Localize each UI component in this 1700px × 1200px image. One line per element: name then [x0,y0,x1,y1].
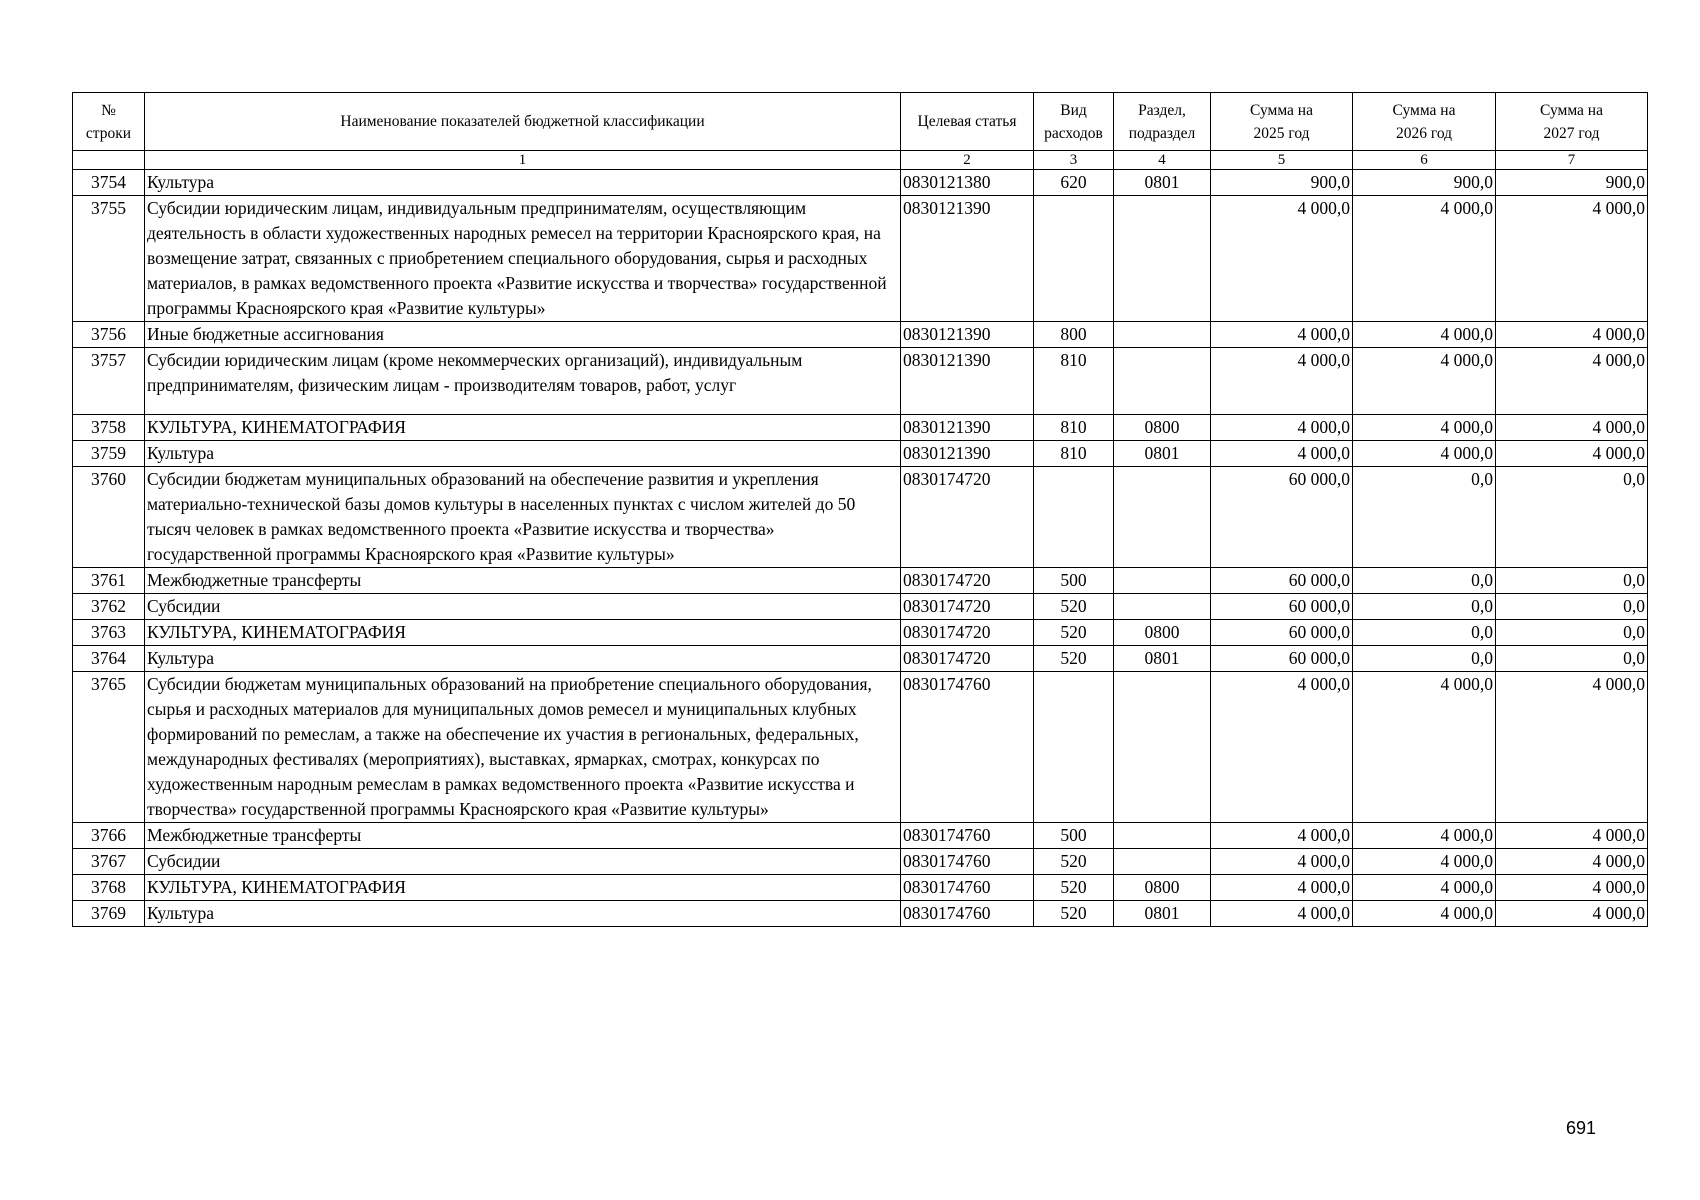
target-article: 0830121390 [901,348,1034,415]
indicator-name: Культура [145,441,901,467]
sum-2026: 4 000,0 [1353,348,1496,415]
sum-2026: 4 000,0 [1353,875,1496,901]
sum-2025: 4 000,0 [1211,441,1353,467]
sum-2027: 0,0 [1496,620,1648,646]
target-article: 0830174720 [901,620,1034,646]
column-number: 6 [1353,151,1496,170]
target-article: 0830174760 [901,901,1034,927]
header-sum-2026: Сумма на 2026 год [1353,93,1496,151]
sum-2027: 4 000,0 [1496,672,1648,823]
section-code: 0800 [1114,620,1211,646]
sum-2027: 4 000,0 [1496,415,1648,441]
indicator-name: Межбюджетные трансферты [145,568,901,594]
section-code [1114,467,1211,568]
expense-type: 810 [1034,441,1114,467]
table-row [73,646,1648,672]
sum-2027: 4 000,0 [1496,441,1648,467]
target-article: 0830174720 [901,594,1034,620]
indicator-name: Межбюджетные трансферты [145,823,901,849]
expense-type: 520 [1034,901,1114,927]
expense-type: 520 [1034,875,1114,901]
row-number: 3769 [73,901,145,927]
target-article: 0830174720 [901,467,1034,568]
table-body [73,170,1648,927]
table-row [73,467,1648,568]
sum-2026: 4 000,0 [1353,322,1496,348]
target-article: 0830121390 [901,441,1034,467]
table-row [73,568,1648,594]
sum-2025: 4 000,0 [1211,196,1353,322]
sum-2026: 4 000,0 [1353,901,1496,927]
header-section: Раздел, подраздел [1114,93,1211,151]
sum-2027: 4 000,0 [1496,849,1648,875]
indicator-name: Культура [145,646,901,672]
table-row [73,348,1648,415]
table-row [73,620,1648,646]
sum-2025: 4 000,0 [1211,415,1353,441]
sum-2025: 60 000,0 [1211,568,1353,594]
row-number: 3754 [73,170,145,196]
sum-2026: 4 000,0 [1353,196,1496,322]
row-number: 3760 [73,467,145,568]
indicator-name: Субсидии бюджетам муниципальных образований на обеспечение развития и укрепления материально-технической базы домов культуры в населенных пунктах с числом жителей до 50 тысяч человек в рамках ведомственного проекта «Развитие искусства и творчества» государственной программы Красноярского края «Развитие культуры» [145,467,901,568]
expense-type: 520 [1034,849,1114,875]
column-number: 1 [145,151,901,170]
row-number: 3764 [73,646,145,672]
target-article: 0830174760 [901,849,1034,875]
header-row-number: № строки [73,93,145,151]
target-article: 0830121390 [901,196,1034,322]
section-code [1114,823,1211,849]
indicator-name: КУЛЬТУРА, КИНЕМАТОГРАФИЯ [145,415,901,441]
sum-2025: 4 000,0 [1211,322,1353,348]
expense-type: 520 [1034,646,1114,672]
indicator-name: Субсидии юридическим лицам (кроме некоммерческих организаций), индивидуальным предпринимателям, физическим лицам - производителям товаров, работ, услуг [145,348,901,415]
section-code [1114,196,1211,322]
expense-type: 500 [1034,568,1114,594]
target-article: 0830121390 [901,415,1034,441]
sum-2025: 4 000,0 [1211,901,1353,927]
row-number: 3766 [73,823,145,849]
expense-type: 800 [1034,322,1114,348]
sum-2027: 4 000,0 [1496,322,1648,348]
target-article: 0830121380 [901,170,1034,196]
sum-2025: 4 000,0 [1211,875,1353,901]
sum-2027: 0,0 [1496,568,1648,594]
section-code [1114,594,1211,620]
row-number: 3761 [73,568,145,594]
sum-2025: 900,0 [1211,170,1353,196]
section-code: 0800 [1114,415,1211,441]
header-expense-type: Вид расходов [1034,93,1114,151]
table-row [73,875,1648,901]
section-code [1114,849,1211,875]
column-number: 5 [1211,151,1353,170]
row-number: 3757 [73,348,145,415]
sum-2025: 60 000,0 [1211,620,1353,646]
expense-type [1034,196,1114,322]
sum-2026: 0,0 [1353,467,1496,568]
sum-2025: 60 000,0 [1211,594,1353,620]
indicator-name: Субсидии [145,849,901,875]
indicator-name: КУЛЬТУРА, КИНЕМАТОГРАФИЯ [145,620,901,646]
table-row [73,672,1648,823]
target-article: 0830174720 [901,646,1034,672]
sum-2027: 0,0 [1496,594,1648,620]
table-row [73,823,1648,849]
sum-2025: 4 000,0 [1211,849,1353,875]
expense-type: 520 [1034,594,1114,620]
section-code [1114,348,1211,415]
section-code: 0801 [1114,170,1211,196]
target-article: 0830174760 [901,823,1034,849]
sum-2026: 4 000,0 [1353,672,1496,823]
sum-2026: 0,0 [1353,646,1496,672]
sum-2026: 0,0 [1353,620,1496,646]
expense-type: 520 [1034,620,1114,646]
header-indicator-name: Наименование показателей бюджетной классификации [145,93,901,151]
row-number: 3763 [73,620,145,646]
row-number: 3765 [73,672,145,823]
sum-2027: 4 000,0 [1496,901,1648,927]
sum-2025: 4 000,0 [1211,823,1353,849]
expense-type: 810 [1034,415,1114,441]
expense-type: 620 [1034,170,1114,196]
column-number-row [73,151,1648,170]
column-number [73,151,145,170]
row-number: 3758 [73,415,145,441]
indicator-name: КУЛЬТУРА, КИНЕМАТОГРАФИЯ [145,875,901,901]
row-number: 3762 [73,594,145,620]
indicator-name: Иные бюджетные ассигнования [145,322,901,348]
indicator-name: Субсидии бюджетам муниципальных образований на приобретение специального оборудования, сырья и расходных материалов для муниципальных домов ремесел и муниципальных клубных формирований по ремеслам, а также на обеспечение их участия в региональных, федеральных, международных фестивалях (мероприятиях), выставках, ярмарках, смотрах, конкурсах по художественным народным ремеслам в рамках ведомственного проекта «Развитие искусства и творчества» государственной программы Красноярского края «Развитие культуры» [145,672,901,823]
sum-2026: 0,0 [1353,568,1496,594]
header-sum-2025: Сумма на 2025 год [1211,93,1353,151]
indicator-name: Субсидии [145,594,901,620]
sum-2027: 4 000,0 [1496,196,1648,322]
row-number: 3759 [73,441,145,467]
target-article: 0830174760 [901,672,1034,823]
expense-type: 500 [1034,823,1114,849]
indicator-name: Субсидии юридическим лицам, индивидуальным предпринимателям, осуществляющим деятельность в области художественных народных ремесел на территории Красноярского края, на возмещение затрат, связанных с приобретением специального оборудования, сырья и расходных материалов, в рамках ведомственного проекта «Развитие искусства и творчества» государственной программы Красноярского края «Развитие культуры» [145,196,901,322]
column-number: 2 [901,151,1034,170]
expense-type: 810 [1034,348,1114,415]
row-number: 3768 [73,875,145,901]
row-number: 3767 [73,849,145,875]
sum-2026: 4 000,0 [1353,823,1496,849]
column-number: 7 [1496,151,1648,170]
sum-2026: 900,0 [1353,170,1496,196]
row-number: 3755 [73,196,145,322]
table-row [73,849,1648,875]
sum-2027: 4 000,0 [1496,348,1648,415]
budget-table [72,92,1648,927]
sum-2027: 4 000,0 [1496,823,1648,849]
sum-2026: 4 000,0 [1353,415,1496,441]
sum-2025: 60 000,0 [1211,467,1353,568]
row-number: 3756 [73,322,145,348]
section-code [1114,568,1211,594]
expense-type [1034,672,1114,823]
indicator-name: Культура [145,901,901,927]
sum-2027: 0,0 [1496,467,1648,568]
table-row [73,415,1648,441]
table-row [73,441,1648,467]
sum-2026: 4 000,0 [1353,441,1496,467]
sum-2025: 60 000,0 [1211,646,1353,672]
header-row [73,93,1648,151]
section-code: 0801 [1114,646,1211,672]
table-row [73,322,1648,348]
column-number: 3 [1034,151,1114,170]
sum-2027: 0,0 [1496,646,1648,672]
table-row [73,170,1648,196]
sum-2025: 4 000,0 [1211,348,1353,415]
target-article: 0830174720 [901,568,1034,594]
sum-2026: 0,0 [1353,594,1496,620]
section-code: 0801 [1114,901,1211,927]
page-number: 691 [1566,1118,1597,1138]
table-row [73,196,1648,322]
sum-2027: 4 000,0 [1496,875,1648,901]
section-code [1114,322,1211,348]
header-target-article: Целевая статья [901,93,1034,151]
target-article: 0830174760 [901,875,1034,901]
target-article: 0830121390 [901,322,1034,348]
indicator-name: Культура [145,170,901,196]
section-code [1114,672,1211,823]
section-code: 0801 [1114,441,1211,467]
header-sum-2027: Сумма на 2027 год [1496,93,1648,151]
section-code: 0800 [1114,875,1211,901]
table-row [73,594,1648,620]
column-number: 4 [1114,151,1211,170]
sum-2025: 4 000,0 [1211,672,1353,823]
sum-2026: 4 000,0 [1353,849,1496,875]
expense-type [1034,467,1114,568]
sum-2027: 900,0 [1496,170,1648,196]
table-row [73,901,1648,927]
